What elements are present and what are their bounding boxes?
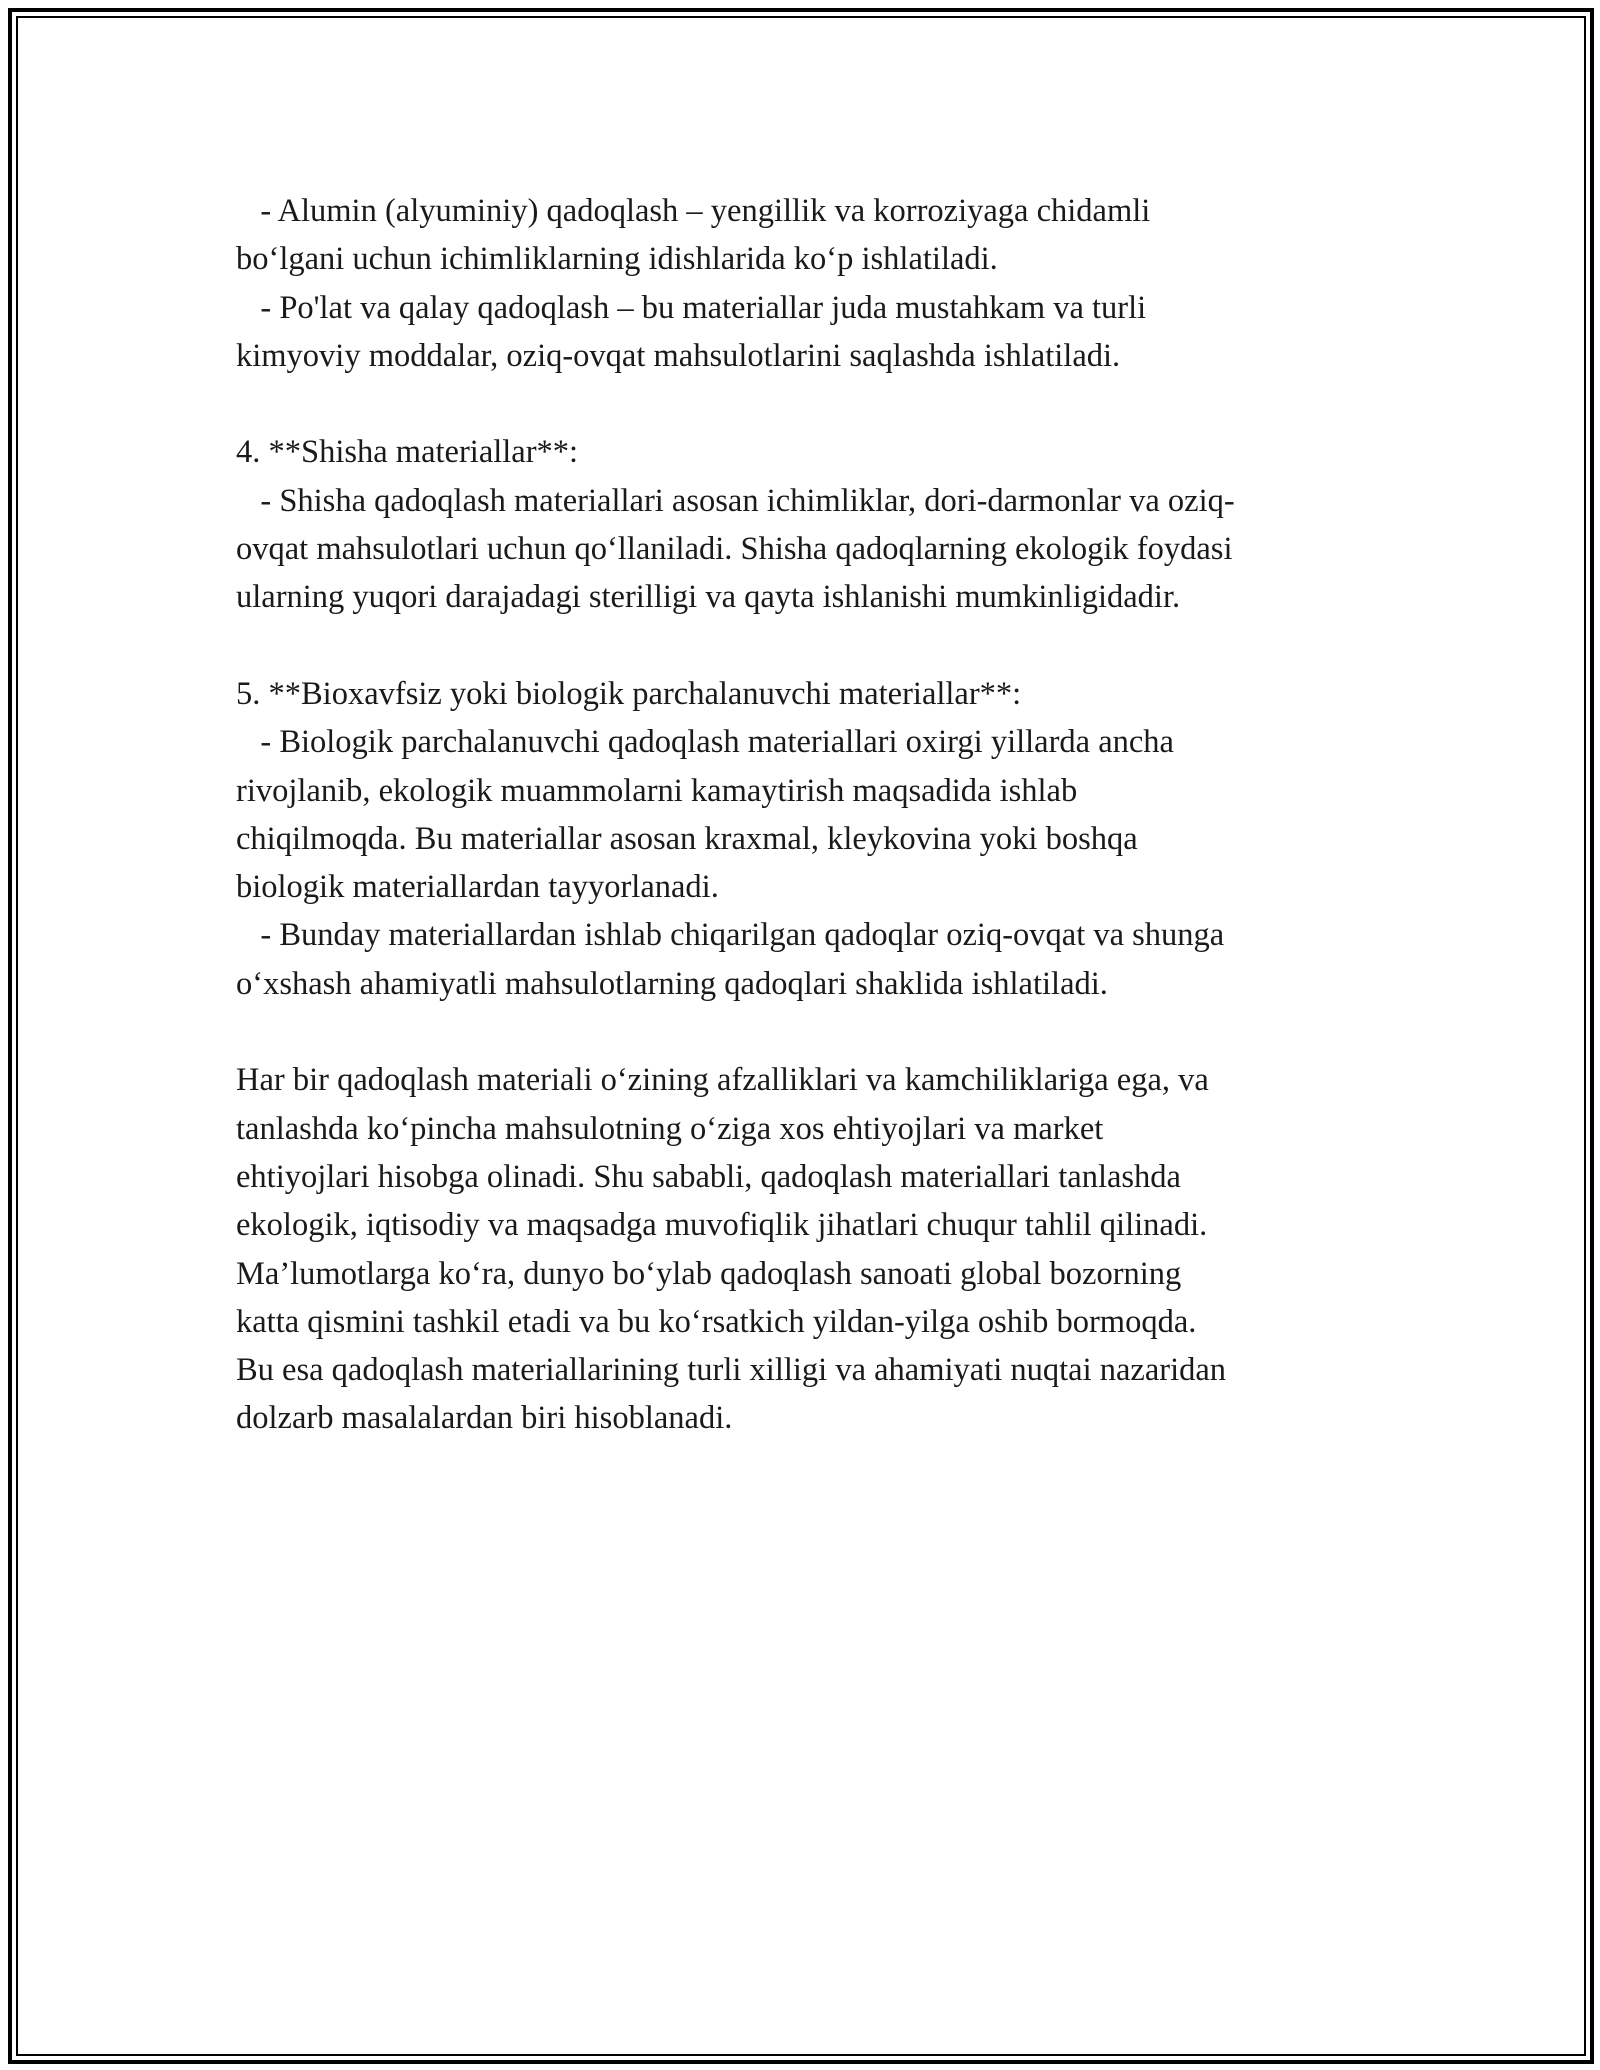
paragraph-gap	[236, 622, 1376, 670]
text-line: tanlashda ko‘pincha mahsulotning o‘ziga xos ehtiyojlari va market	[236, 1110, 1104, 1147]
text-line: rivojlanib, ekologik muammolarni kamaytirish maqsadida ishlab	[236, 772, 1078, 809]
text-line: dolzarb masalalardan biri hisoblanadi.	[236, 1400, 733, 1437]
text-line: ovqat mahsulotlari uchun qo‘llaniladi. Shisha qadoqlarning ekologik foydasi	[236, 531, 1233, 568]
document-body	[236, 187, 1376, 1443]
section-heading: 4. **Shisha materiallar**:	[236, 434, 579, 471]
text-line: - Shisha qadoqlash materiallari asosan ichimliklar, dori-darmonlar va oziq-	[236, 482, 1235, 519]
text-line: Har bir qadoqlash materiali o‘zining afzalliklari va kamchiliklariga ega, va	[236, 1062, 1209, 1099]
text-line: ehtiyojlari hisobga olinadi. Shu sababli, qadoqlash materiallari tanlashda	[236, 1158, 1181, 1195]
text-line: ularning yuqori darajadagi sterilligi va qayta ishlanishi mumkinligidadir.	[236, 579, 1181, 616]
text-line: o‘xshash ahamiyatli mahsulotlarning qadoqlari shaklida ishlatiladi.	[236, 965, 1108, 1002]
text-line: - Alumin (alyuminiy) qadoqlash – yengillik va korroziyaga chidamli	[236, 193, 1151, 229]
text-line: bo‘lgani uchun ichimliklarning idishlarida ko‘p ishlatiladi.	[236, 241, 998, 278]
text-line: Bu esa qadoqlash materiallarining turli xilligi va ahamiyati nuqtai nazaridan	[236, 1352, 1227, 1389]
text-line: - Biologik parchalanuvchi qadoqlash materiallari oxirgi yillarda ancha	[236, 724, 1174, 761]
text-line: kimyoviy moddalar, oziq-ovqat mahsulotlarini saqlashda ishlatiladi.	[236, 337, 1121, 374]
text-line: chiqilmoqda. Bu materiallar asosan kraxmal, kleykovina yoki boshqa	[236, 820, 1138, 857]
text-line: - Po'lat va qalay qadoqlash – bu materiallar juda mustahkam va turli	[236, 289, 1147, 326]
text-line: katta qismini tashkil etadi va bu ko‘rsatkich yildan-yilga oshib bormoqda.	[236, 1303, 1197, 1340]
section-heading: 5. **Bioxavfsiz yoki biologik parchalanuvchi materiallar**:	[236, 675, 1022, 712]
text-line: ekologik, iqtisodiy va maqsadga muvofiqlik jihatlari chuqur tahlil qilinadi.	[236, 1207, 1208, 1244]
paragraph-gap	[236, 1008, 1376, 1056]
text-line: biologik materiallardan tayyorlanadi.	[236, 869, 719, 906]
paragraph-gap	[236, 380, 1376, 428]
text-line: Ma’lumotlarga ko‘ra, dunyo bo‘ylab qadoqlash sanoati global bozorning	[236, 1255, 1182, 1292]
text-line: - Bunday materiallardan ishlab chiqarilgan qadoqlar oziq-ovqat va shunga	[236, 917, 1225, 954]
